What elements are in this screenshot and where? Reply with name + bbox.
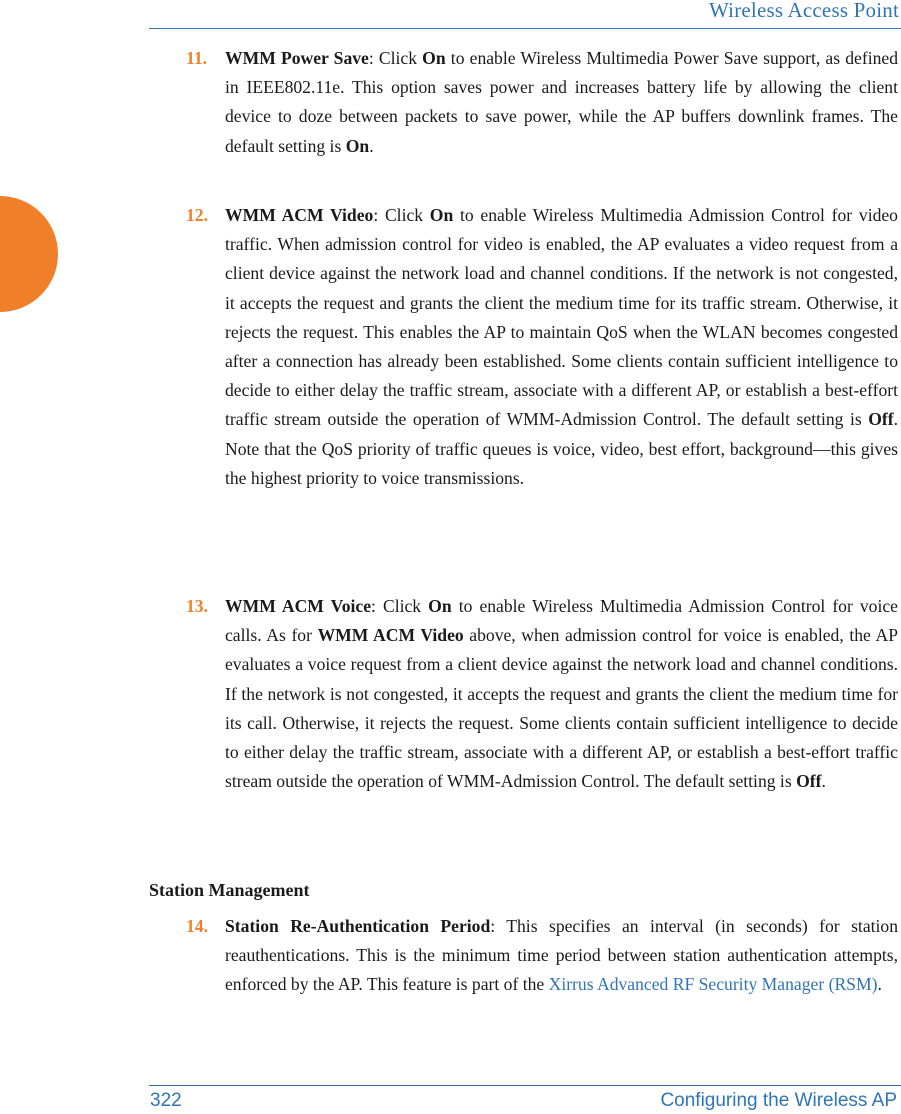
- item-text: WMM ACM Video: Click On to enable Wireless Multimedia Admission Control for video traffic. When admission control for video is enabled, the AP evaluates a video request from a client device against the network load and channel conditions. If the network is not congested, it accepts the request and grants the client the medium time for its traffic stream. Otherwise, it rejects the request. This enables the AP to maintain QoS when the WLAN becomes congested after a connection has already been established. Some clients contain sufficient intelligence to decide to either delay the traffic stream, associate with a different AP, or establish a best-effort traffic stream outside the operation of WMM-Admission Control. The default setting is Off. Note that the QoS priority of traffic queues is voice, video, best effort, background—this gives the highest priority to voice transmissions.: [225, 205, 898, 488]
- item-term: WMM Power Save: [225, 48, 369, 68]
- item-text: Station Re-Authentication Period: This specifies an interval (in seconds) for station reauthentications. This is the minimum time period between station authentication attempts, enforced by the AP. This feature is part of the Xirrus Advanced RF Security Manager (RSM).: [225, 916, 899, 995]
- list-item-station-reauth-period: [186, 912, 898, 1000]
- footer-chapter-title: Configuring the Wireless AP: [660, 1090, 897, 1111]
- item-term: Station Re-Authentication Period: [225, 916, 491, 936]
- running-header: Wireless Access Point: [709, 0, 899, 22]
- page-number: 322: [150, 1090, 182, 1111]
- item-term: WMM ACM Voice: [225, 596, 372, 616]
- list-item-wmm-acm-voice: [186, 592, 898, 796]
- item-number: 11.: [186, 48, 208, 68]
- list-item-wmm-power-save: [186, 44, 898, 161]
- header-rule: [149, 28, 901, 29]
- item-number: 13.: [186, 596, 208, 616]
- item-text: WMM ACM Voice: Click On to enable Wireless Multimedia Admission Control for voice calls. As for WMM ACM Video above, when admission control for voice is enabled, the AP evaluates a voice request from a client device against the network load and channel conditions. If the network is not congested, it accepts the request and grants the client the medium time for its call. Otherwise, it rejects the request. Some clients contain sufficient intelligence to decide to either delay the traffic stream, associate with a different AP, or establish a best-effort traffic stream outside the operation of WMM-Admission Control. The default setting is Off.: [225, 596, 898, 792]
- item-text: WMM Power Save: Click On to enable Wireless Multimedia Power Save support, as defined in IEEE802.11e. This option saves power and increases battery life by allowing the client device to doze between packets to save power, while the AP buffers downlink frames. The default setting is On.: [225, 48, 898, 156]
- section-heading: Station Management: [149, 880, 310, 900]
- item-number: 12.: [186, 205, 208, 225]
- rsm-link[interactable]: Xirrus Advanced RF Security Manager (RSM): [548, 974, 878, 995]
- chapter-tab-marker: [0, 196, 58, 312]
- item-term: WMM ACM Video: [225, 205, 374, 225]
- footer-rule: [149, 1085, 901, 1086]
- list-item-wmm-acm-video: [186, 201, 898, 493]
- item-number: 14.: [186, 916, 208, 936]
